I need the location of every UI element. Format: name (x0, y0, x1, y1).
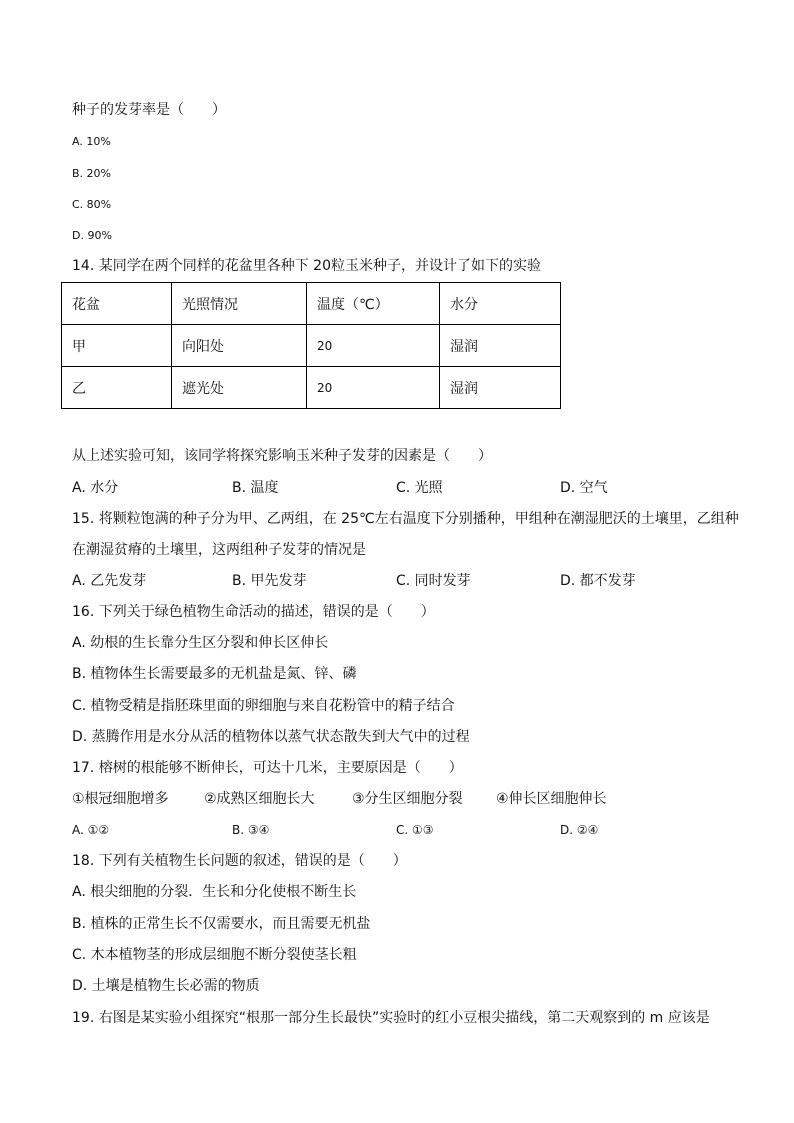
q17-option-a: A. ①② (72, 823, 110, 837)
q16-option-c: C. 植物受精是指胚珠里面的卵细胞与来自花粉管中的精子结合 (72, 698, 455, 714)
q18-stem: 18. 下列有关植物生长问题的叙述，错误的是（ ） (72, 853, 407, 869)
q17-item-1: ①根冠细胞增多 (72, 791, 169, 807)
q14-question: 从上述实验可知，该同学将探究影响玉米种子发芽的因素是（ ） (72, 448, 492, 464)
table-header-cell: 水分 (440, 283, 561, 325)
q18-option-c: C. 木本植物茎的形成层细胞不断分裂使茎长粗 (72, 947, 357, 963)
q15-options (72, 571, 722, 591)
q17-options (72, 820, 722, 840)
table-row (62, 325, 561, 367)
q18-option-b: B. 植株的正常生长不仅需要水，而且需要无机盐 (72, 916, 371, 932)
table-header-row (62, 283, 561, 325)
q17-item-3: ③分生区细胞分裂 (352, 791, 463, 807)
q13-option-b: B. 20% (72, 167, 111, 180)
q17-option-d: D. ②④ (560, 823, 599, 837)
q19-stem: 19. 右图是某实验小组探究“根那一部分生长最快”实验时的红小豆根尖描线，第二天观察到的 m 应该是 (72, 1010, 710, 1026)
q18-option-d: D. 土壤是植物生长必需的物质 (72, 978, 260, 994)
q18-option-a: A. 根尖细胞的分裂．生长和分化使根不断生长 (72, 884, 357, 900)
q16-option-d: D. 蒸腾作用是水分从活的植物体以蒸气状态散失到大气中的过程 (72, 729, 470, 745)
q14-option-b: B. 温度 (232, 480, 279, 496)
q17-option-c: C. ①③ (396, 823, 434, 837)
table-cell: 乙 (62, 367, 172, 409)
table-header-cell: 光照情况 (172, 283, 307, 325)
table-cell: 湿润 (440, 325, 561, 367)
q14-option-a: A. 水分 (72, 480, 119, 496)
experiment-table (61, 282, 561, 409)
q17-stem: 17. 榕树的根能够不断伸长，可达十几米，主要原因是（ ） (72, 760, 463, 776)
q15-option-a: A. 乙先发芽 (72, 573, 147, 589)
table-cell: 遮光处 (172, 367, 307, 409)
q17-option-b: B. ③④ (232, 823, 270, 837)
q15-stem-line2: 在潮湿贫瘠的土壤里，这两组种子发芽的情况是 (72, 542, 366, 558)
q13-option-a: A. 10% (72, 135, 111, 148)
q16-option-b: B. 植物体生长需要最多的无机盐是氮、锌、磷 (72, 666, 357, 682)
q15-option-b: B. 甲先发芽 (232, 573, 307, 589)
q15-stem-line1: 15. 将颗粒饱满的种子分为甲、乙两组，在 25℃左右温度下分别播种，甲组种在潮湿肥沃的土壤里，乙组种 (72, 511, 739, 527)
q17-item-2: ②成熟区细胞长大 (204, 791, 315, 807)
table-header-cell: 温度（℃） (307, 283, 440, 325)
q15-option-d: D. 都不发芽 (560, 573, 636, 589)
q13-option-c: C. 80% (72, 198, 112, 211)
q16-option-a: A. 幼根的生长靠分生区分裂和伸长区伸长 (72, 635, 329, 651)
table-cell: 湿润 (440, 367, 561, 409)
q14-stem: 14. 某同学在两个同样的花盆里各种下 20粒玉米种子，并设计了如下的实验 (72, 258, 541, 274)
q16-stem: 16. 下列关于绿色植物生命活动的描述，错误的是（ ） (72, 604, 435, 620)
q13-option-d: D. 90% (72, 229, 112, 242)
table-row (62, 367, 561, 409)
q15-option-c: C. 同时发芽 (396, 573, 471, 589)
table-cell: 20 (307, 325, 440, 367)
table-header-cell: 花盆 (62, 283, 172, 325)
table-cell: 甲 (62, 325, 172, 367)
q14-option-d: D. 空气 (560, 480, 608, 496)
q13-stem-tail: 种子的发芽率是（ ） (72, 102, 226, 118)
q17-item-4: ④伸长区细胞伸长 (496, 791, 607, 807)
q17-items (72, 789, 722, 809)
q14-options (72, 478, 722, 498)
table-cell: 向阳处 (172, 325, 307, 367)
table-cell: 20 (307, 367, 440, 409)
q14-option-c: C. 光照 (396, 480, 443, 496)
